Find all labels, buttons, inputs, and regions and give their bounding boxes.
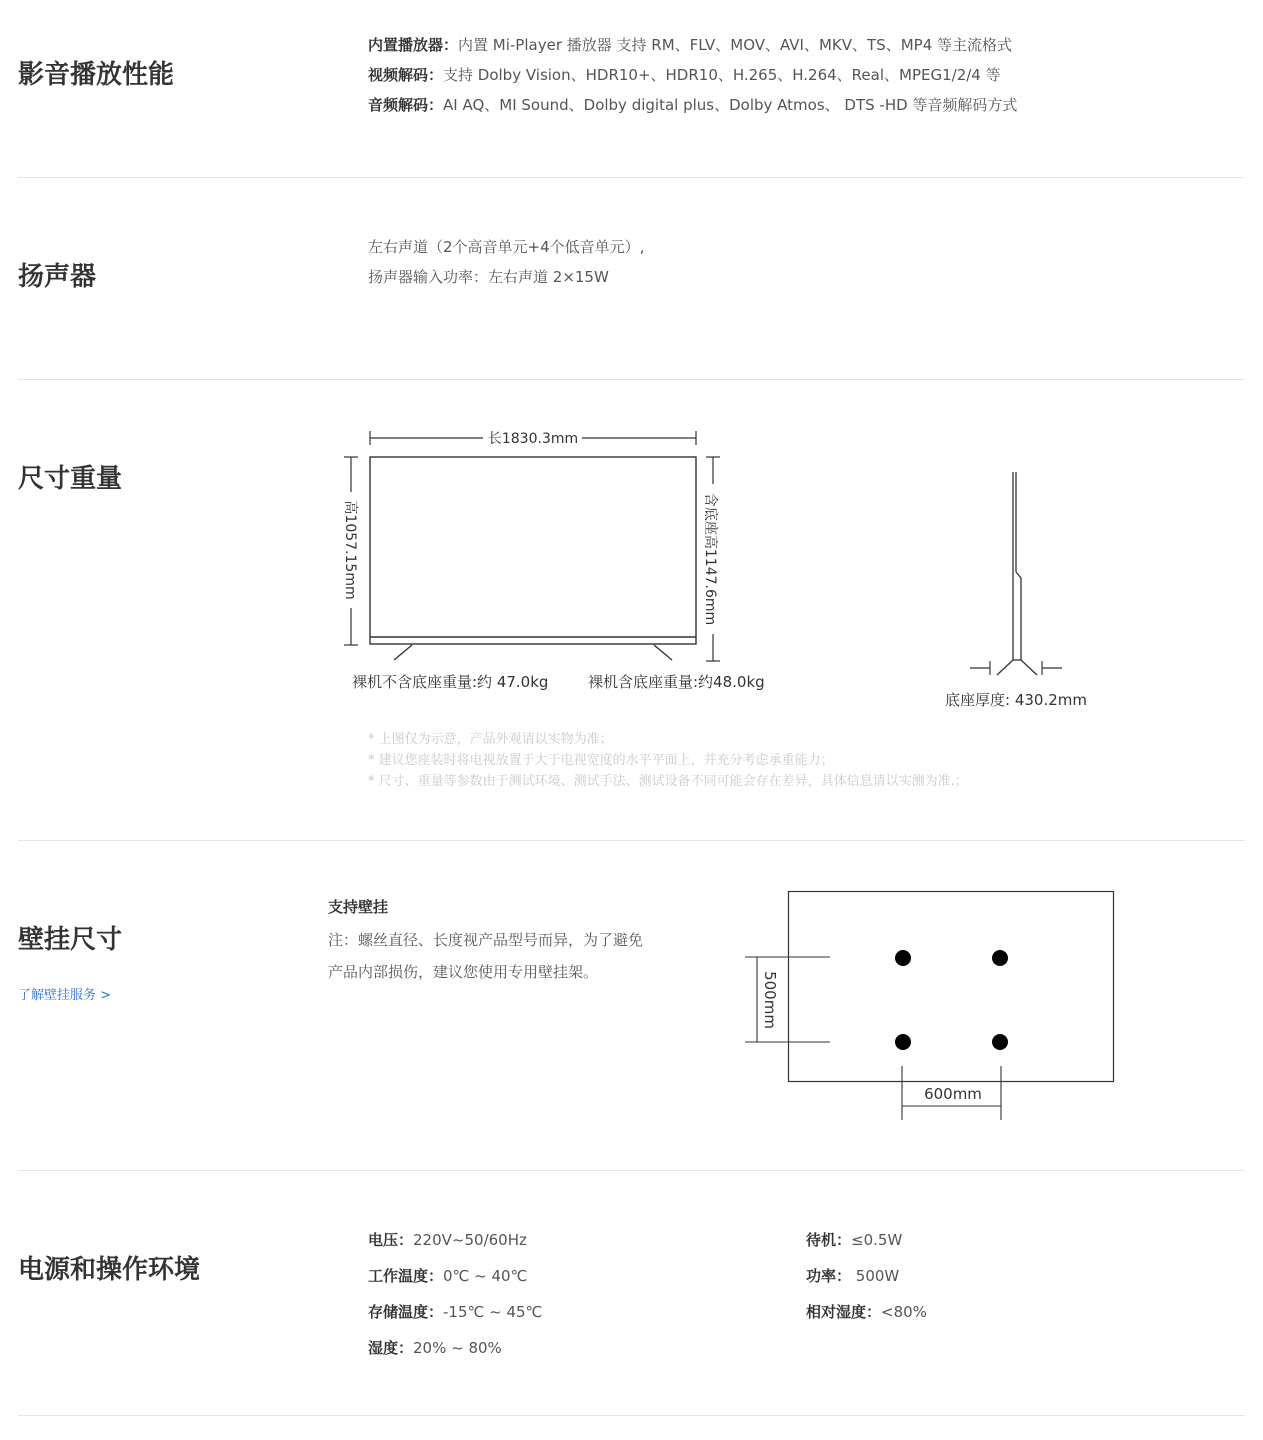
section-title-speaker: 扬声器: [18, 262, 97, 292]
spec-value: ≤0.5W: [851, 1231, 903, 1249]
width-label: 长1830.3mm: [487, 431, 579, 447]
vertical-spacing-label: 500mm: [761, 971, 779, 1029]
spec-label: 工作温度：: [368, 1267, 444, 1285]
spec-value: 20% ~ 80%: [413, 1339, 502, 1357]
spec-standby: [806, 1229, 902, 1250]
wall-support-heading: 支持壁挂: [328, 898, 389, 916]
speaker-line-1: 左右声道（2个高音单元+4个低音单元）,: [368, 238, 645, 256]
weight-with-stand: 裸机含底座重量:约48.0kg: [588, 673, 765, 691]
mount-hole: [895, 950, 911, 966]
wall-note-line-1: 注：螺丝直径、长度视产品型号而异，为了避免: [328, 931, 644, 949]
height-label: 高1057.15mm: [342, 500, 358, 600]
spec-label: 相对湿度：: [806, 1303, 882, 1321]
horizontal-spacing-label: 600mm: [924, 1085, 982, 1103]
spec-value: <80%: [881, 1303, 927, 1321]
wall-service-link[interactable]: 了解壁挂服务 >: [18, 988, 112, 1003]
spec-rel-humidity: [806, 1301, 927, 1322]
stand-depth-label: 底座厚度: 430.2mm: [945, 691, 1087, 709]
spec-humidity: [368, 1337, 502, 1358]
mount-hole: [895, 1034, 911, 1050]
spec-value: -15℃ ~ 45℃: [443, 1303, 543, 1321]
wall-note-line-2: 产品内部损伤，建议您使用专用壁挂架。: [328, 963, 599, 981]
spec-label: 存储温度：: [368, 1303, 444, 1321]
mount-hole: [992, 950, 1008, 966]
size-note: * 建议您座装时将电视放置于大于电视宽度的水平平面上，并充分考虑承重能力；: [368, 753, 834, 768]
section-title-size: 尺寸重量: [18, 464, 123, 494]
spec-power: [806, 1265, 899, 1286]
spec-value: 内置 Mi-Player 播放器 支持 RM、FLV、MOV、AVI、MKV、TS、MP4 等主流格式: [458, 36, 1013, 54]
spec-label: 内置播放器：: [368, 36, 459, 54]
size-note: * 尺寸、重量等参数由于测试环境、测试手法、测试设备不同可能会存在差异，具体信息请以实测为准.；: [368, 774, 968, 789]
spec-voltage: [368, 1229, 527, 1250]
spec-label: 功率：: [806, 1267, 852, 1285]
spec-label: 电压：: [368, 1231, 414, 1249]
spec-label: 音频解码：: [368, 96, 444, 114]
section-title-wall: 壁挂尺寸: [18, 925, 123, 955]
spec-label: 待机：: [806, 1231, 852, 1249]
spec-value: 500W: [851, 1267, 900, 1285]
vertical-spacing-dimension: [745, 957, 830, 1042]
spec-value: 0℃ ~ 40℃: [443, 1267, 528, 1285]
spec-label: 视频解码：: [368, 66, 444, 84]
size-note: * 上图仅为示意，产品外观请以实物为准；: [368, 732, 613, 747]
mount-hole: [992, 1034, 1008, 1050]
spec-storage-temp: [368, 1301, 542, 1322]
divider: [18, 1415, 1245, 1416]
tv-back-outline: [789, 892, 1114, 1082]
height-with-stand-label: 含底座高1147.6mm: [702, 492, 718, 626]
spec-label: 湿度：: [368, 1339, 414, 1357]
spec-value: 支持 Dolby Vision、HDR10+、HDR10、H.265、H.264、Real、MPEG1/2/4 等: [443, 66, 1001, 84]
spec-work-temp: [368, 1265, 527, 1286]
weight-no-stand: 裸机不含底座重量:约 47.0kg: [352, 673, 549, 691]
section-title-av: 影音播放性能: [18, 60, 175, 90]
spec-value: AI AQ、MI Sound、Dolby digital plus、Dolby Atmos、 DTS -HD 等音频解码方式: [443, 96, 1018, 114]
spec-value: 220V~50/60Hz: [413, 1231, 527, 1249]
divider: [18, 1170, 1245, 1171]
speaker-line-2: 扬声器输入功率：左右声道 2×15W: [368, 268, 609, 286]
section-title-power: 电源和操作环境: [18, 1255, 201, 1285]
